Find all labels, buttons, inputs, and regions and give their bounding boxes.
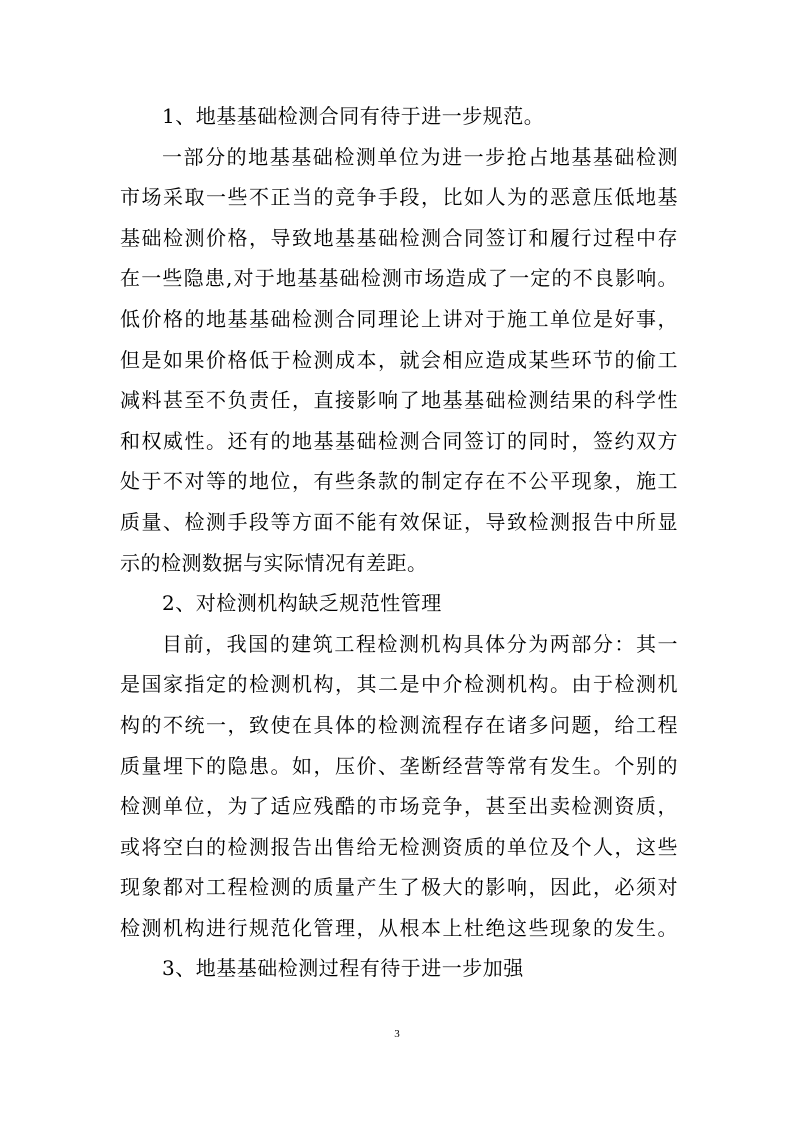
text-line: 和权威性。还有的地基基础检测合同签订的同时，签约双方	[120, 428, 678, 453]
text-line: 但是如果价格低于检测成本，就会相应造成某些环节的偷工	[120, 347, 678, 372]
text-line: 基础检测价格，导致地基基础检测合同签订和履行过程中存	[120, 225, 678, 250]
text-line: 3、地基基础检测过程有待于进一步加强	[162, 956, 524, 981]
text-line: 2、对检测机构缺乏规范性管理	[162, 591, 442, 616]
text-line: 一部分的地基基础检测单位为进一步抢占地基基础检测	[162, 144, 678, 169]
text-line: 处于不对等的地位，有些条款的制定存在不公平现象，施工	[120, 469, 678, 494]
text-line: 目前，我国的建筑工程检测机构具体分为两部分：其一	[162, 631, 678, 656]
text-line: 质量埋下的隐患。如，压价、垄断经营等常有发生。个别的	[120, 753, 678, 778]
page-number: 3	[394, 1028, 400, 1040]
text-line: 或将空白的检测报告出售给无检测资质的单位及个人，这些	[120, 834, 678, 859]
text-line: 示的检测数据与实际情况有差距。	[120, 550, 428, 575]
text-line: 在一些隐患,对于地基基础检测市场造成了一定的不良影响。	[120, 266, 678, 291]
text-line: 质量、检测手段等方面不能有效保证，导致检测报告中所显	[120, 509, 678, 534]
text-line: 市场采取一些不正当的竞争手段，比如人为的恶意压低地基	[120, 185, 678, 210]
text-line: 检测单位，为了适应残酷的市场竞争，甚至出卖检测资质，	[120, 794, 678, 819]
text-line: 构的不统一，致使在具体的检测流程存在诸多问题，给工程	[120, 712, 678, 737]
text-line: 减料甚至不负责任，直接影响了地基基础检测结果的科学性	[120, 388, 678, 413]
text-line: 是国家指定的检测机构，其二是中介检测机构。由于检测机	[120, 672, 678, 697]
text-line: 1、地基基础检测合同有待于进一步规范。	[162, 104, 545, 128]
text-line: 现象都对工程检测的质量产生了极大的影响，因此，必须对	[120, 875, 678, 900]
text-line: 检测机构进行规范化管理，从根本上杜绝这些现象的发生。	[120, 915, 678, 940]
text-line: 低价格的地基基础检测合同理论上讲对于施工单位是好事，	[120, 306, 678, 331]
body-text	[120, 96, 678, 989]
